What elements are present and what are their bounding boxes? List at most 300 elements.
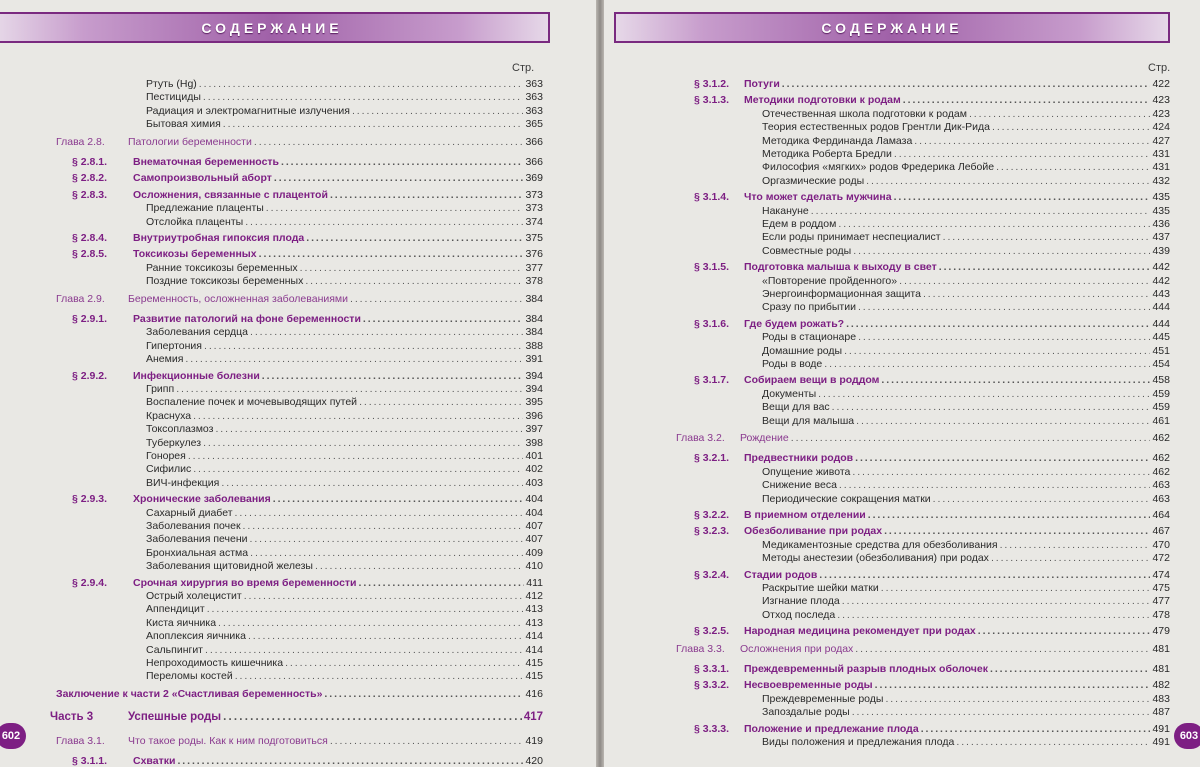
toc-entry-page: 366	[525, 156, 543, 168]
toc-dot-leader	[188, 450, 524, 463]
toc-dot-leader	[839, 479, 1151, 492]
toc-dot-leader	[235, 507, 524, 520]
toc-dot-leader	[243, 520, 524, 533]
toc-dot-leader	[259, 248, 524, 261]
toc-entry-item	[762, 175, 1170, 188]
toc-entry-item	[762, 301, 1170, 314]
toc-entry-title: Отечественная школа подготовки к родам	[762, 107, 967, 120]
toc-entry-title: Периодические сокращения матки	[762, 492, 931, 505]
toc-entry-item	[762, 582, 1170, 595]
toc-dot-leader	[1000, 539, 1151, 552]
toc-entry-title: Роды в стационаре	[762, 331, 857, 344]
toc-entry-number: § 2.8.5.	[72, 248, 108, 261]
toc-entry-title: Заболевания печени	[146, 533, 248, 546]
toc-dot-leader	[782, 78, 1151, 91]
toc-entry-number: § 2.8.4.	[72, 232, 108, 244]
toc-entry-title: Домашние роды	[762, 344, 843, 357]
toc-entry-title: Накануне	[762, 204, 809, 217]
toc-entry-page: 479	[1152, 625, 1170, 638]
toc-entry-section	[72, 313, 543, 326]
toc-entry-section	[694, 317, 1170, 331]
toc-dot-leader	[305, 275, 523, 288]
toc-dot-leader	[359, 396, 523, 409]
toc-dot-leader	[914, 135, 1150, 148]
toc-entry-page: 442	[1152, 261, 1170, 274]
toc-entry-title: Раскрытие шейки матки	[762, 582, 879, 594]
toc-dot-leader	[991, 552, 1151, 565]
toc-entry-item	[762, 693, 1170, 706]
toc-entry-section	[694, 722, 1170, 736]
toc-entry-page: 413	[525, 616, 543, 629]
toc-dot-leader	[868, 509, 1151, 522]
toc-entry-section	[694, 679, 1170, 692]
toc-entry-item	[762, 358, 1170, 371]
toc-entry-title: Народная медицина рекомендует при родах	[744, 625, 976, 638]
toc-entry-page: 363	[525, 78, 543, 90]
left-page-header	[0, 12, 550, 43]
toc-entry-chapter	[56, 135, 543, 149]
toc-entry-section	[72, 232, 543, 245]
toc-entry-title: Роды в воде	[762, 358, 823, 370]
toc-entry-item	[146, 275, 543, 288]
toc-entry-title: Стадии родов	[744, 568, 818, 581]
toc-entry-title: Острый холецистит	[146, 590, 242, 602]
toc-entry-page: 413	[525, 603, 543, 616]
toc-entry-item	[146, 118, 543, 131]
toc-entry-page: 431	[1152, 161, 1170, 174]
toc-dot-leader	[866, 175, 1150, 188]
toc-dot-leader	[254, 136, 524, 149]
toc-entry-number: § 3.1.1.	[72, 755, 108, 767]
toc-entry-page: 414	[525, 643, 543, 656]
toc-entry-section	[694, 191, 1170, 204]
toc-dot-leader	[852, 466, 1150, 479]
toc-entry-title: Предлежание плаценты	[146, 202, 264, 215]
toc-dot-leader	[363, 313, 524, 326]
toc-entry-page: 415	[525, 670, 543, 683]
toc-entry-item	[146, 520, 543, 533]
toc-entry-title: «Повторение пройденного»	[762, 274, 898, 287]
toc-entry-page: 404	[525, 493, 543, 506]
toc-entry-item	[146, 533, 543, 546]
toc-entry-item	[146, 383, 543, 396]
toc-entry-page: 391	[525, 353, 543, 366]
toc-dot-leader	[838, 218, 1150, 231]
toc-entry-title: Аппендицит	[146, 603, 205, 616]
toc-entry-page: 481	[1152, 663, 1170, 675]
toc-entry-number: Часть 3	[50, 711, 94, 724]
toc-entry-item	[762, 331, 1170, 344]
toc-entry-item	[146, 353, 543, 366]
toc-entry-number: § 2.9.1.	[72, 313, 108, 325]
toc-entry-page: 439	[1152, 244, 1170, 257]
toc-dot-leader	[885, 693, 1150, 706]
right-page-header-title: СОДЕРЖАНИЕ	[821, 20, 963, 36]
toc-entry-item	[762, 121, 1170, 134]
toc-entry-item	[146, 560, 543, 573]
toc-dot-leader	[884, 525, 1150, 538]
toc-entry-page: 464	[1152, 509, 1170, 521]
toc-entry-page: 432	[1152, 174, 1170, 187]
toc-entry-page: 373	[525, 202, 543, 215]
toc-entry-page: 416	[525, 687, 543, 700]
toc-entry-number: § 2.8.1.	[72, 156, 108, 168]
toc-entry-item	[146, 617, 543, 630]
toc-dot-leader	[274, 172, 524, 185]
toc-entry-item	[146, 326, 543, 339]
toc-entry-title: Собираем вещи в роддом	[744, 374, 880, 387]
toc-entry-number: § 2.8.3.	[72, 188, 108, 201]
toc-entry-title: Обезболивание при родах	[744, 525, 883, 538]
toc-entry-title: Осложнения при родах	[740, 642, 854, 655]
toc-entry-item	[762, 135, 1170, 148]
toc-dot-leader	[330, 189, 524, 202]
toc-entry-item	[146, 202, 543, 215]
toc-entry-item	[762, 466, 1170, 479]
toc-entry-title: Изгнание плода	[762, 595, 840, 608]
toc-entry-page: 435	[1152, 204, 1170, 217]
toc-dot-leader	[204, 340, 523, 353]
toc-entry-item	[762, 108, 1170, 121]
toc-entry-page: 461	[1152, 414, 1170, 427]
toc-dot-leader	[881, 582, 1151, 595]
toc-entry-item	[146, 507, 543, 520]
toc-entry-page: 409	[525, 546, 543, 559]
toc-entry-title: Краснуха	[146, 409, 192, 422]
left-page	[0, 0, 596, 767]
toc-dot-leader	[939, 261, 1151, 274]
toc-entry-title: В приемном отделении	[744, 509, 866, 521]
toc-entry-title: Внутриутробная гипоксия плода	[133, 232, 305, 244]
toc-entry-page: 422	[1152, 78, 1170, 90]
toc-entry-item	[146, 450, 543, 463]
toc-entry-number: § 3.2.3.	[694, 525, 730, 538]
toc-entry-title: Опущение живота	[762, 465, 851, 478]
toc-dot-leader	[881, 374, 1150, 387]
toc-entry-section	[72, 755, 543, 767]
toc-entry-page: 437	[1152, 231, 1170, 244]
toc-entry-page: 395	[525, 396, 543, 409]
toc-entry-number: § 3.2.4.	[694, 568, 730, 581]
toc-dot-leader	[956, 736, 1150, 749]
toc-entry-title: Переломы костей	[146, 670, 233, 683]
toc-entry-title: Философия «мягких» родов Фредерика Лебойе	[762, 161, 995, 174]
toc-entry-title: Вещи для малыша	[762, 414, 855, 427]
toc-entry-title: Ранние токсикозы беременных	[146, 261, 298, 274]
toc-entry-item	[146, 590, 543, 603]
toc-entry-title: Виды положения и предлежания плода	[762, 736, 955, 748]
toc-entry-title: Отход последа	[762, 608, 836, 621]
toc-entry-conclusion	[56, 688, 543, 701]
toc-entry-number: § 3.3.2.	[694, 679, 730, 692]
toc-entry-page: 394	[525, 383, 543, 395]
toc-dot-leader	[837, 609, 1150, 622]
right-page-number-badge: 603	[1174, 723, 1200, 749]
toc-entry-title: Методики подготовки к родам	[744, 94, 901, 107]
toc-dot-leader	[330, 735, 524, 748]
toc-entry-page: 482	[1152, 679, 1170, 692]
toc-dot-leader	[193, 410, 523, 423]
toc-entry-item	[762, 493, 1170, 506]
toc-entry-page: 459	[1152, 401, 1170, 414]
toc-entry-item	[762, 161, 1170, 174]
toc-entry-section	[72, 369, 543, 383]
toc-entry-title: Анемия	[146, 353, 184, 366]
toc-dot-leader	[223, 711, 522, 724]
toc-entry-title: Гонорея	[146, 450, 186, 462]
toc-dot-leader	[899, 275, 1150, 288]
toc-entry-chapter	[676, 642, 1170, 656]
toc-dot-leader	[875, 679, 1151, 692]
toc-entry-number: § 3.1.3.	[694, 94, 730, 107]
toc-entry-number: Глава 3.2.	[676, 432, 725, 444]
toc-entry-number: § 3.1.7.	[694, 374, 730, 387]
toc-entry-item	[146, 105, 543, 118]
left-page-number-badge: 602	[0, 723, 26, 749]
toc-entry-title: Методы анестезии (обезболивания) при родах	[762, 552, 989, 565]
toc-entry-title: Туберкулез	[146, 436, 202, 449]
toc-entry-chapter	[56, 292, 543, 306]
toc-entry-page: 415	[525, 657, 543, 669]
toc-entry-page: 403	[525, 476, 543, 489]
toc-entry-section	[694, 525, 1170, 538]
toc-entry-section	[72, 172, 543, 185]
toc-entry-page: 376	[525, 248, 543, 261]
toc-entry-title: Беременность, осложненная заболеваниями	[128, 292, 349, 305]
toc-entry-page: 411	[526, 576, 543, 589]
toc-entry-page: 423	[1152, 94, 1170, 107]
toc-dot-leader	[903, 94, 1151, 107]
toc-entry-number: § 3.2.5.	[694, 625, 730, 638]
toc-dot-leader	[894, 148, 1151, 161]
book-gutter	[596, 0, 604, 767]
toc-entry-item	[762, 479, 1170, 492]
toc-entry-title: Заболевания сердца	[146, 326, 249, 339]
toc-dot-leader	[969, 108, 1151, 121]
toc-entry-title: Энергоинформационная защита	[762, 288, 921, 300]
toc-entry-page: 431	[1152, 148, 1170, 160]
toc-entry-title: Токсоплазмоз	[146, 423, 214, 436]
toc-entry-title: Заболевания щитовидной железы	[146, 560, 313, 573]
toc-entry-title: Развитие патологий на фоне беременности	[133, 313, 361, 325]
toc-dot-leader	[352, 105, 524, 118]
right-page-column-label: Стр.	[1148, 62, 1171, 74]
toc-entry-title: Схватки	[133, 755, 176, 767]
toc-dot-leader	[235, 670, 524, 683]
toc-entry-title: Непроходимость кишечника	[146, 657, 284, 669]
toc-entry-title: Потуги	[744, 78, 780, 90]
toc-entry-item	[146, 670, 543, 683]
toc-dot-leader	[250, 547, 523, 560]
toc-dot-leader	[215, 423, 523, 436]
toc-entry-item	[146, 410, 543, 423]
toc-entry-page: 374	[525, 215, 543, 228]
toc-entry-title: Оргазмические роды	[762, 174, 865, 187]
toc-entry-page: 365	[525, 118, 543, 131]
toc-dot-leader	[842, 595, 1151, 608]
toc-dot-leader	[262, 370, 524, 383]
toc-dot-leader	[996, 161, 1150, 174]
toc-entry-number: § 3.1.2.	[694, 78, 730, 90]
toc-entry-page: 459	[1152, 387, 1170, 400]
toc-entry-item	[762, 388, 1170, 401]
toc-dot-leader	[248, 630, 524, 643]
toc-entry-page: 462	[1152, 465, 1170, 478]
toc-dot-leader	[300, 262, 524, 275]
toc-entry-title: Сальпингит	[146, 643, 203, 656]
toc-entry-title: ВИЧ-инфекция	[146, 476, 220, 489]
toc-dot-leader	[203, 91, 524, 104]
toc-dot-leader	[992, 121, 1150, 134]
toc-dot-leader	[855, 643, 1150, 656]
right-page	[604, 0, 1200, 767]
toc-entry-title: Рождение	[740, 432, 789, 444]
toc-entry-page: 478	[1152, 608, 1170, 621]
toc-entry-section	[694, 452, 1170, 465]
toc-dot-leader	[203, 437, 523, 450]
toc-entry-number: § 2.8.2.	[72, 172, 108, 185]
toc-entry-page: 427	[1152, 134, 1170, 147]
toc-dot-leader	[218, 617, 523, 630]
toc-entry-title: Несвоевременные роды	[744, 679, 873, 692]
toc-entry-item	[762, 415, 1170, 428]
toc-entry-page: 451	[1152, 344, 1170, 357]
toc-entry-title: Киста яичника	[146, 616, 217, 629]
toc-entry-page: 401	[525, 450, 543, 462]
toc-dot-leader	[244, 590, 524, 603]
toc-entry-title: Методика Роберта Бредли	[762, 148, 892, 160]
toc-entry-item	[762, 736, 1170, 749]
toc-entry-title: Поздние токсикозы беременных	[146, 275, 304, 288]
toc-entry-title: Сифилис	[146, 463, 192, 476]
toc-dot-leader	[266, 202, 524, 215]
toc-entry-item	[762, 539, 1170, 552]
toc-entry-page: 404	[525, 506, 543, 519]
toc-entry-title: Методика Фердинанда Ламаза	[762, 134, 913, 147]
toc-entry-item	[762, 706, 1170, 719]
toc-dot-leader	[205, 644, 523, 657]
toc-entry-item	[146, 463, 543, 476]
toc-entry-item	[762, 595, 1170, 608]
toc-entry-item	[146, 657, 543, 670]
toc-entry-item	[146, 396, 543, 409]
toc-entry-item	[146, 91, 543, 104]
toc-entry-number: § 3.1.5.	[694, 261, 730, 274]
toc-entry-number: § 2.9.4.	[72, 576, 108, 589]
toc-dot-leader	[852, 706, 1151, 719]
toc-entry-page: 487	[1152, 706, 1170, 719]
toc-dot-leader	[846, 318, 1150, 331]
toc-entry-item	[146, 547, 543, 560]
toc-entry-section	[72, 248, 543, 261]
toc-entry-title: Сахарный диабет	[146, 506, 233, 519]
toc-entry-title: Бронхиальная астма	[146, 546, 249, 559]
toc-entry-item	[762, 401, 1170, 414]
toc-entry-page: 424	[1152, 121, 1170, 134]
toc-entry-title: Едем в роддом	[762, 218, 837, 230]
toc-entry-item	[146, 423, 543, 436]
toc-entry-page: 454	[1152, 358, 1170, 370]
toc-entry-title: Срочная хирургия во время беременности	[133, 576, 357, 589]
toc-entry-page: 423	[1152, 107, 1170, 120]
toc-entry-section	[694, 509, 1170, 522]
toc-dot-leader	[855, 452, 1150, 465]
toc-dot-leader	[199, 78, 524, 91]
toc-dot-leader	[193, 463, 523, 476]
toc-dot-leader	[324, 688, 523, 701]
toc-entry-number: § 3.2.1.	[694, 452, 730, 465]
toc-entry-title: Ртуть (Hg)	[146, 78, 197, 90]
toc-entry-section	[694, 78, 1170, 91]
toc-entry-title: Теория естественных родов Грентли Дик-Рида	[762, 121, 990, 134]
toc-entry-title: Пестициды	[146, 91, 201, 104]
toc-entry-section	[694, 261, 1170, 274]
toc-entry-title: Хронические заболевания	[133, 493, 271, 506]
toc-entry-page: 384	[525, 292, 543, 305]
toc-entry-page: 444	[1152, 317, 1170, 330]
left-page-header-title: СОДЕРЖАНИЕ	[201, 20, 343, 36]
toc-entry-page: 378	[525, 275, 543, 288]
toc-dot-leader	[844, 345, 1150, 358]
toc-entry-title: Что может сделать мужчина	[744, 191, 892, 204]
toc-entry-page: 394	[525, 369, 543, 382]
toc-dot-leader	[933, 493, 1151, 506]
toc-entry-page: 377	[525, 261, 543, 274]
toc-entry-section	[72, 576, 543, 590]
toc-dot-leader	[359, 577, 525, 590]
toc-dot-leader	[250, 533, 524, 546]
toc-dot-leader	[921, 723, 1151, 736]
toc-dot-leader	[207, 603, 524, 616]
toc-entry-page: 444	[1152, 301, 1170, 314]
toc-entry-chapter	[56, 734, 543, 748]
toc-entry-page: 458	[1152, 374, 1170, 387]
toc-dot-leader	[250, 326, 523, 339]
toc-entry-page: 436	[1152, 218, 1170, 230]
toc-entry-item	[762, 345, 1170, 358]
toc-entry-title: Документы	[762, 387, 817, 400]
toc-entry-page: 491	[1152, 722, 1170, 735]
toc-entry-item	[762, 275, 1170, 288]
toc-entry-page: 398	[525, 436, 543, 449]
toc-entry-page: 373	[525, 188, 543, 201]
toc-entry-page: 402	[525, 463, 543, 476]
toc-dot-leader	[350, 293, 523, 306]
toc-entry-title: Сразу по прибытии	[762, 301, 856, 314]
toc-entry-section	[72, 156, 543, 169]
toc-entry-number: § 3.3.3.	[694, 722, 730, 735]
toc-dot-leader	[223, 118, 524, 131]
toc-entry-page: 407	[525, 533, 543, 546]
toc-entry-number: § 3.3.1.	[694, 663, 730, 675]
toc-dot-leader	[306, 232, 523, 245]
toc-entry-title: Запоздалые роды	[762, 706, 850, 719]
toc-dot-leader	[221, 477, 523, 490]
toc-entry-title: Предвестники родов	[744, 452, 854, 465]
toc-entry-section	[694, 374, 1170, 387]
toc-entry-item	[762, 245, 1170, 258]
toc-entry-title: Бытовая химия	[146, 118, 221, 131]
toc-entry-item	[762, 218, 1170, 231]
toc-entry-chapter	[676, 432, 1170, 445]
toc-entry-page: 463	[1152, 479, 1170, 492]
toc-entry-item	[146, 340, 543, 353]
toc-entry-page: 443	[1152, 288, 1170, 300]
toc-entry-item	[762, 609, 1170, 622]
toc-entry-part	[50, 711, 543, 724]
toc-entry-page: 410	[525, 560, 543, 573]
toc-entry-item	[146, 216, 543, 229]
